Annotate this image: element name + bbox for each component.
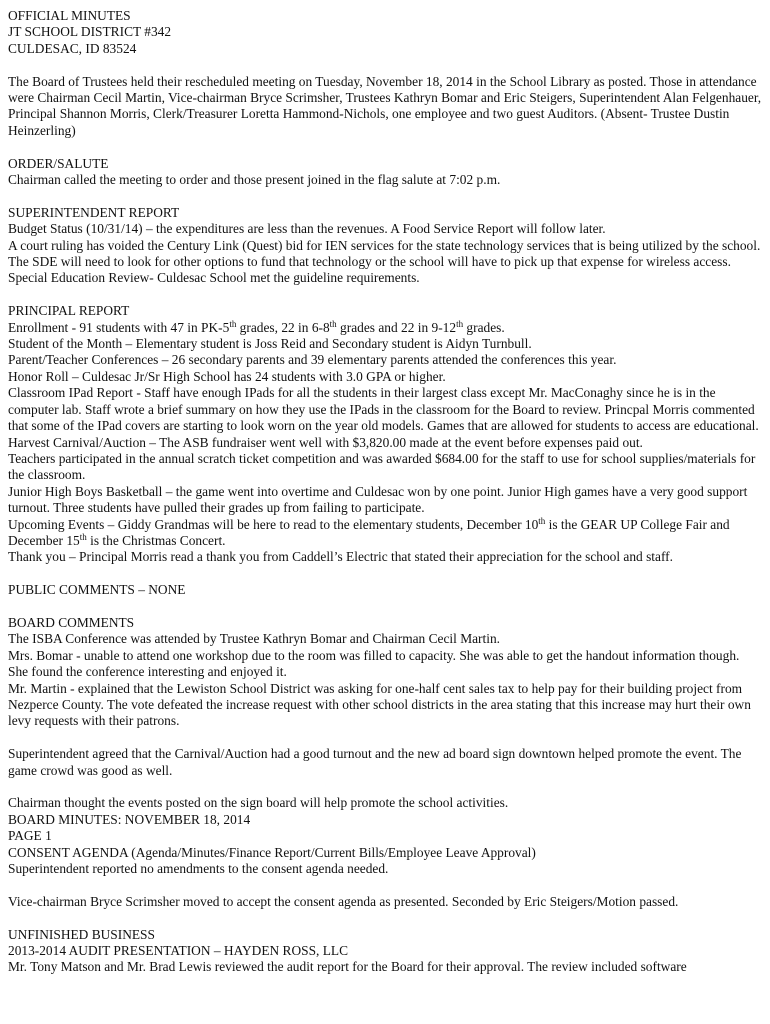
header-title: OFFICIAL MINUTES [8, 8, 131, 23]
honor-roll-text: Honor Roll – Culdesac Jr/Sr High School has 24 students with 3.0 GPA or higher. [8, 368, 446, 384]
document-header [8, 8, 762, 57]
consent-note-text: Superintendent reported no amendments to the consent agenda needed. [8, 861, 389, 876]
special-ed-text: Special Education Review- Culdesac School met the guideline requirements. [8, 270, 420, 286]
scratch-ticket-text: Teachers participated in the annual scratch ticket competition and was awarded $684.00 for the staff to use for school supplies/materials for the classroom. [8, 450, 756, 483]
ipad-report-text: Classroom IPad Report - Staff have enough IPads for all the students in their largest class except Mr. MacConaghy since he is in the computer lab. Staff wrote a brief summary on how they use the IPads in the classroom for the Board to review. Princpal Morris commented that some of the IPad covers are starting to look worn on the year old models. Games that are allowed for students to access are educational. [8, 385, 759, 434]
public-comments-heading: PUBLIC COMMENTS – NONE [8, 582, 186, 598]
chairman-comment-text: Chairman thought the events posted on the sign board will help promote the school activities. [8, 795, 509, 811]
budget-status-text: Budget Status (10/31/14) – the expenditures are less than the revenues. A Food Service Report will follow later. [8, 221, 606, 237]
order-text: Chairman called the meeting to order and those present joined in the flag salute at 7:02 p.m. [8, 172, 501, 188]
header-district: JT SCHOOL DISTRICT #342 [8, 24, 172, 40]
consent-agenda-heading: CONSENT AGENDA (Agenda/Minutes/Finance Report/Current Bills/Employee Leave Approval) [8, 844, 536, 860]
superintendent-comment-text: Superintendent agreed that the Carnival/Auction had a good turnout and the new ad board sign downtown helped promote the event. The game crowd was good as well. [8, 746, 742, 778]
court-ruling-text: A court ruling has voided the Century Link (Quest) bid for IEN services for the state technology services that is being utilized by the school. The SDE will need to look for other options to fund that technology or the school will have to pick up that expense for wireless access. [8, 237, 761, 270]
order-heading: ORDER/SALUTE [8, 155, 109, 171]
martin-text: Mr. Martin - explained that the Lewiston School District was asking for one-half cent sales tax to help pay for their building project from Nezperce County. The vote defeated the increase request with other school districts in the area stating that this increase may hurt their own levy requests with their patrons. [8, 680, 751, 729]
board-minutes-label: BOARD MINUTES: NOVEMBER 18, 2014 [8, 811, 251, 827]
page-number: PAGE 1 [8, 828, 52, 844]
student-of-month-text: Student of the Month – Elementary student is Joss Reid and Secondary student is Aidyn Turnbull. [8, 336, 532, 352]
audit-presentation-heading: 2013-2014 AUDIT PRESENTATION – HAYDEN ROSS, LLC [8, 943, 349, 958]
superintendent-heading: SUPERINTENDENT REPORT [8, 204, 180, 220]
audit-text: Mr. Tony Matson and Mr. Brad Lewis reviewed the audit report for the Board for their approval. The review included software [8, 959, 687, 975]
enrollment-text: Enrollment - 91 students with 47 in PK-5th grades, 22 in 6-8th grades and 22 in 9-12th grades. [8, 318, 505, 335]
basketball-text: Junior High Boys Basketball – the game went into overtime and Culdesac won by one point. Junior High games have a very good support turnout. Three students have pulled their grades up from failing to participate. [8, 483, 748, 516]
conferences-text: Parent/Teacher Conferences – 26 secondary parents and 39 elementary parents attended the conferences this year. [8, 352, 617, 368]
bomar-text: Mrs. Bomar - unable to attend one workshop due to the room was filled to capacity. She was able to get the handout information though. She found the conference interesting and enjoyed it. [8, 647, 740, 680]
consent-motion-text: Vice-chairman Bryce Scrimsher moved to accept the consent agenda as presented. Seconded by Eric Steigers/Motion passed. [8, 893, 679, 909]
thank-you-text: Thank you – Principal Morris read a thank you from Caddell’s Electric that stated their appreciation for the school and staff. [8, 549, 673, 565]
harvest-carnival-text: Harvest Carnival/Auction – The ASB fundraiser went well with $3,820.00 made at the event before expenses paid out. [8, 434, 643, 450]
upcoming-events-text: Upcoming Events – Giddy Grandmas will be here to read to the elementary students, December 10th is the GEAR UP College Fair and December 15th is the Christmas Concert. [8, 515, 730, 548]
unfinished-business-heading: UNFINISHED BUSINESS [8, 926, 155, 942]
isba-text: The ISBA Conference was attended by Trustee Kathryn Bomar and Chairman Cecil Martin. [8, 631, 500, 647]
header-address: CULDESAC, ID 83524 [8, 40, 137, 56]
board-comments-heading: BOARD COMMENTS [8, 614, 135, 630]
intro-paragraph: The Board of Trustees held their rescheduled meeting on Tuesday, November 18, 2014 in the School Library as posted. Those in attendance were Chairman Cecil Martin, Vice-chairman Bryce Scrimsher, Trustees Kathryn Bomar and Eric Steigers, Superintendent Alan Felgenhauer, Principal Shannon Morris, Clerk/Treasurer Loretta Hammond-Nichols, one employee and two guest Auditors. (Absent- Trustee Dustin Heinzerling) [8, 73, 762, 138]
principal-heading: PRINCIPAL REPORT [8, 303, 130, 319]
